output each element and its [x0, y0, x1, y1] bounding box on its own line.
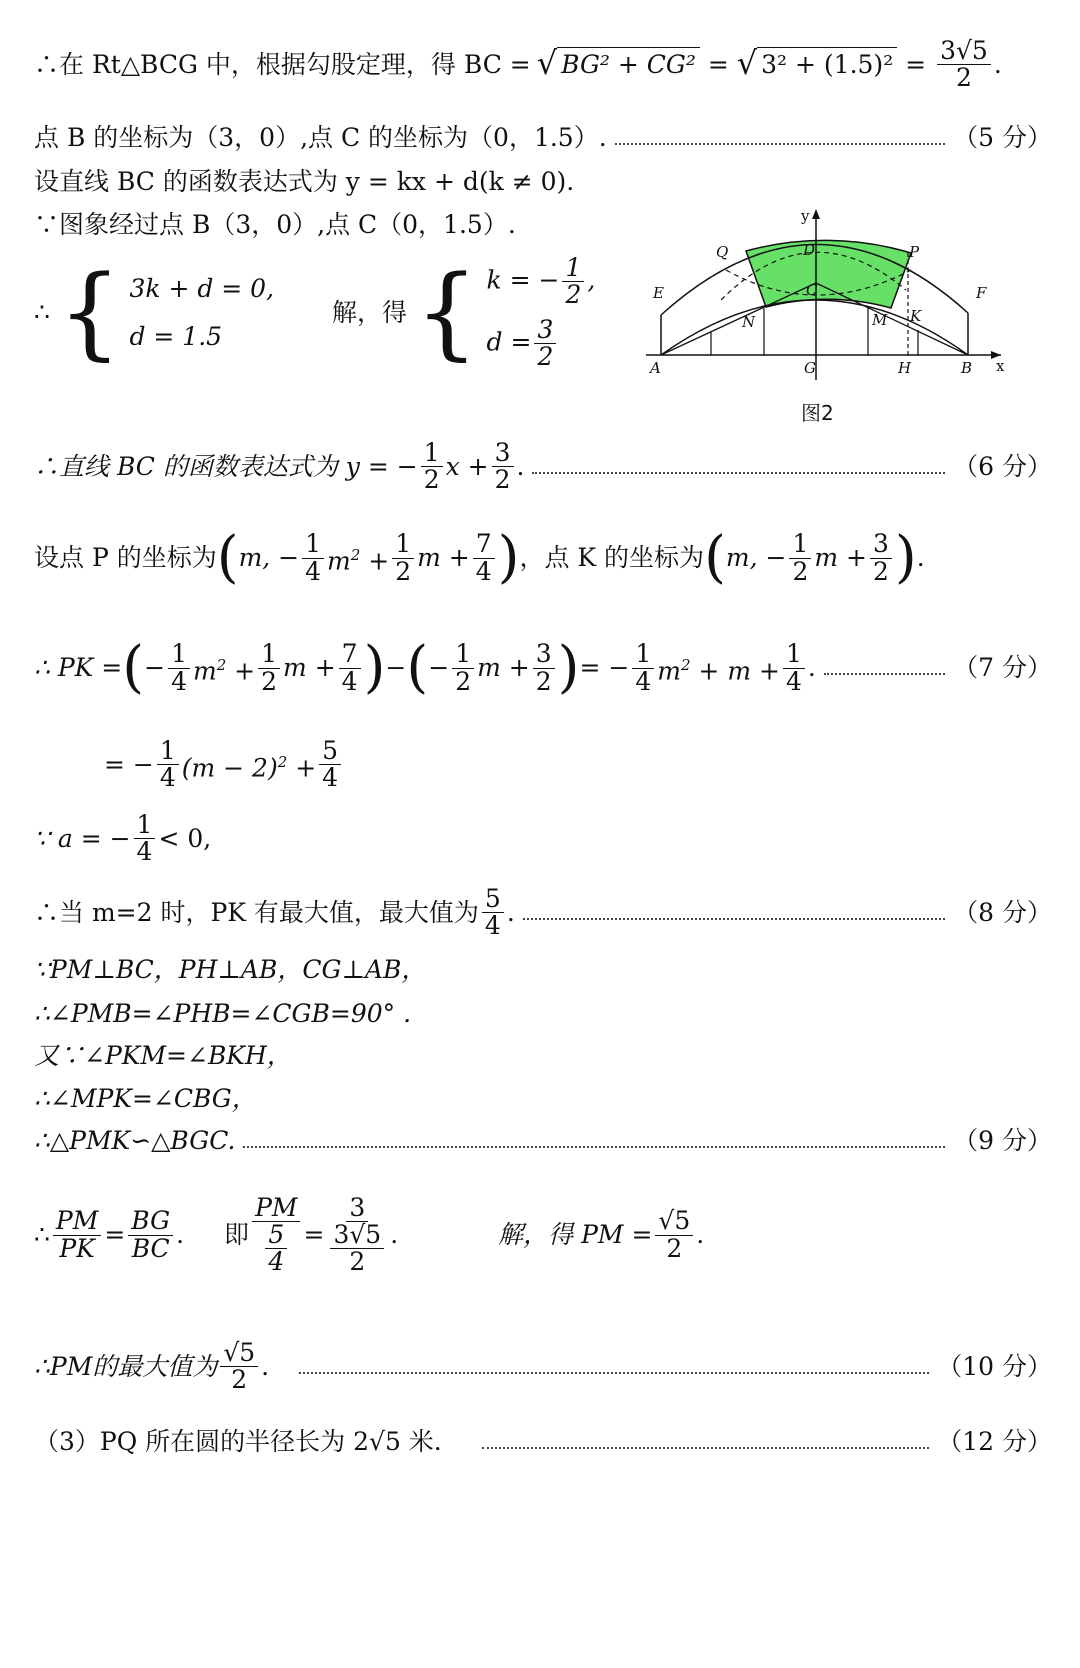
svg-text:x: x — [996, 357, 1005, 375]
svg-text:B: B — [961, 359, 973, 377]
equation-system: 3k + d = 0, d = 1.5 — [129, 273, 275, 351]
score-8: （8 分） — [953, 897, 1052, 927]
bc-prefix: ∴在 Rt△BCG 中，根据勾股定理，得 BC = — [34, 49, 531, 79]
svg-text:Q: Q — [716, 243, 729, 261]
line-p-k-coords: 设点 P 的坐标为 ( m, − $\frac{1}{4}$ $m^2$ + $\frac{1}{2}$ m + $\frac{7}{4}$ ) ，点 K 的坐标为 ( m, − $\frac{1}{2}$ m + $\frac{3}{2}$ ) . — [34, 525, 925, 590]
score-7: （7 分） — [953, 653, 1052, 682]
line-radius: （3）PQ 所在圆的半径长为 2√5 米. （12 分） — [34, 1422, 1052, 1462]
inner-arch — [661, 300, 968, 355]
svg-text:E: E — [653, 284, 664, 302]
score-6: （6 分） — [953, 451, 1052, 481]
line-pk: ∴ PK = ( − $\frac{1}{4}$ $m^2$ + $\frac{1}{2}$ m + $\frac{7}{4}$ ) − ( − $\frac{1}{2}$ m + $\frac{3}{2}$ ) = − $\frac{1}{4}$ $m^2 + m$ + $\frac{1}{4}$ . （7 分） — [34, 635, 1052, 700]
line-vertex-form: = − $\frac{1}{4}$ $(m - 2)^2$ + $\frac{5}{4}$ — [104, 738, 1052, 792]
figure-caption: 图2 — [801, 401, 834, 425]
figure-2-diagram — [646, 205, 1066, 435]
svg-text:G: G — [804, 359, 816, 377]
line-passes: ∵图象经过点 B（3，0）,点 C（0，1.5）. — [34, 210, 516, 239]
svg-text:F: F — [976, 284, 987, 302]
dotted-leader — [243, 1146, 945, 1148]
bc-result-fraction: $\frac{3√5}{2}$ — [937, 38, 991, 92]
svg-text:H: H — [898, 359, 912, 377]
line-equal-angles: ∴∠MPK=∠CBG， — [34, 1084, 257, 1113]
score-5: （5 分） — [953, 123, 1052, 152]
svg-text:A: A — [650, 359, 661, 377]
line-system: ∴ { 3k + d = 0, d = 1.5 解，得 { k = − $\frac{1}{2}$ , d = $\frac{3}{2}$ — [34, 253, 596, 371]
svg-text:N: N — [742, 313, 756, 331]
line-perpendiculars: ∵PM⊥BC，PH⊥AB，CG⊥AB， — [34, 955, 427, 984]
score-10: （10 分） — [937, 1351, 1052, 1381]
line-similar: ∴△PMK∽△BGC. （9 分） — [34, 1121, 1052, 1161]
score-12: （12 分） — [937, 1427, 1052, 1456]
solution-system: k = − $\frac{1}{2}$ , d = $\frac{3}{2}$ — [486, 253, 596, 371]
coords-text: 点 B 的坐标为（3，0）,点 C 的坐标为（0，1.5）. — [34, 123, 607, 152]
line-setup: 设直线 BC 的函数表达式为 y = kx + d(k ≠ 0). — [34, 167, 575, 196]
dotted-leader — [482, 1447, 929, 1449]
svg-text:P: P — [909, 243, 920, 261]
line-right-angles: ∴∠PMB=∠PHB=∠CGB=90° . — [34, 999, 412, 1028]
dotted-leader — [299, 1372, 929, 1374]
dotted-leader — [615, 143, 945, 145]
score-9: （9 分） — [953, 1126, 1052, 1155]
line-ratio: ∴ $\frac{PM}{PK}$ = $\frac{BG}{BC}$ . 即 $\frac{PM}{\frac{5}{4}}$ = $\frac{3}{\frac{3√5}{2}}$ . 解，得 PM = $\frac{√5}{2}$ . — [34, 1192, 705, 1277]
line-bc-length: ∴在 Rt△BCG 中，根据勾股定理，得 BC = √ BG² + CG² = √ 3² + (1.5)² = $\frac{3√5}{2}$ . — [34, 36, 1002, 93]
line-pm-max: ∴PM的最大值为 $\frac{√5}{2}$ . （10 分） — [34, 1338, 1052, 1395]
line-coords-bc — [34, 118, 1052, 158]
svg-text:C: C — [806, 281, 818, 299]
dotted-leader — [824, 673, 945, 675]
line-vertical-angles: 又∵∠PKM=∠BKH， — [34, 1041, 292, 1070]
dotted-leader — [523, 918, 945, 920]
dotted-leader — [532, 472, 945, 474]
svg-text:M: M — [872, 311, 888, 329]
line-bc-function: ∴直线 BC 的函数表达式为 y = − $\frac{1}{2}$ x + $\frac{3}{2}$ . （6 分） — [34, 438, 1052, 495]
sqrt-numeric: √ 3² + (1.5)² — [737, 47, 897, 82]
svg-text:K: K — [910, 307, 922, 325]
line-a-negative: ∵ a = − $\frac{1}{4}$ < 0, — [34, 810, 212, 867]
line-max-pk: ∴当 m=2 时，PK 有最大值，最大值为 $\frac{5}{4}$ . （8 分） — [34, 884, 1052, 941]
svg-text:D: D — [803, 241, 816, 259]
solve-label: 解，得 — [331, 297, 407, 327]
svg-text:y: y — [801, 207, 810, 225]
sqrt-bg-cg: √ BG² + CG² — [537, 47, 700, 82]
